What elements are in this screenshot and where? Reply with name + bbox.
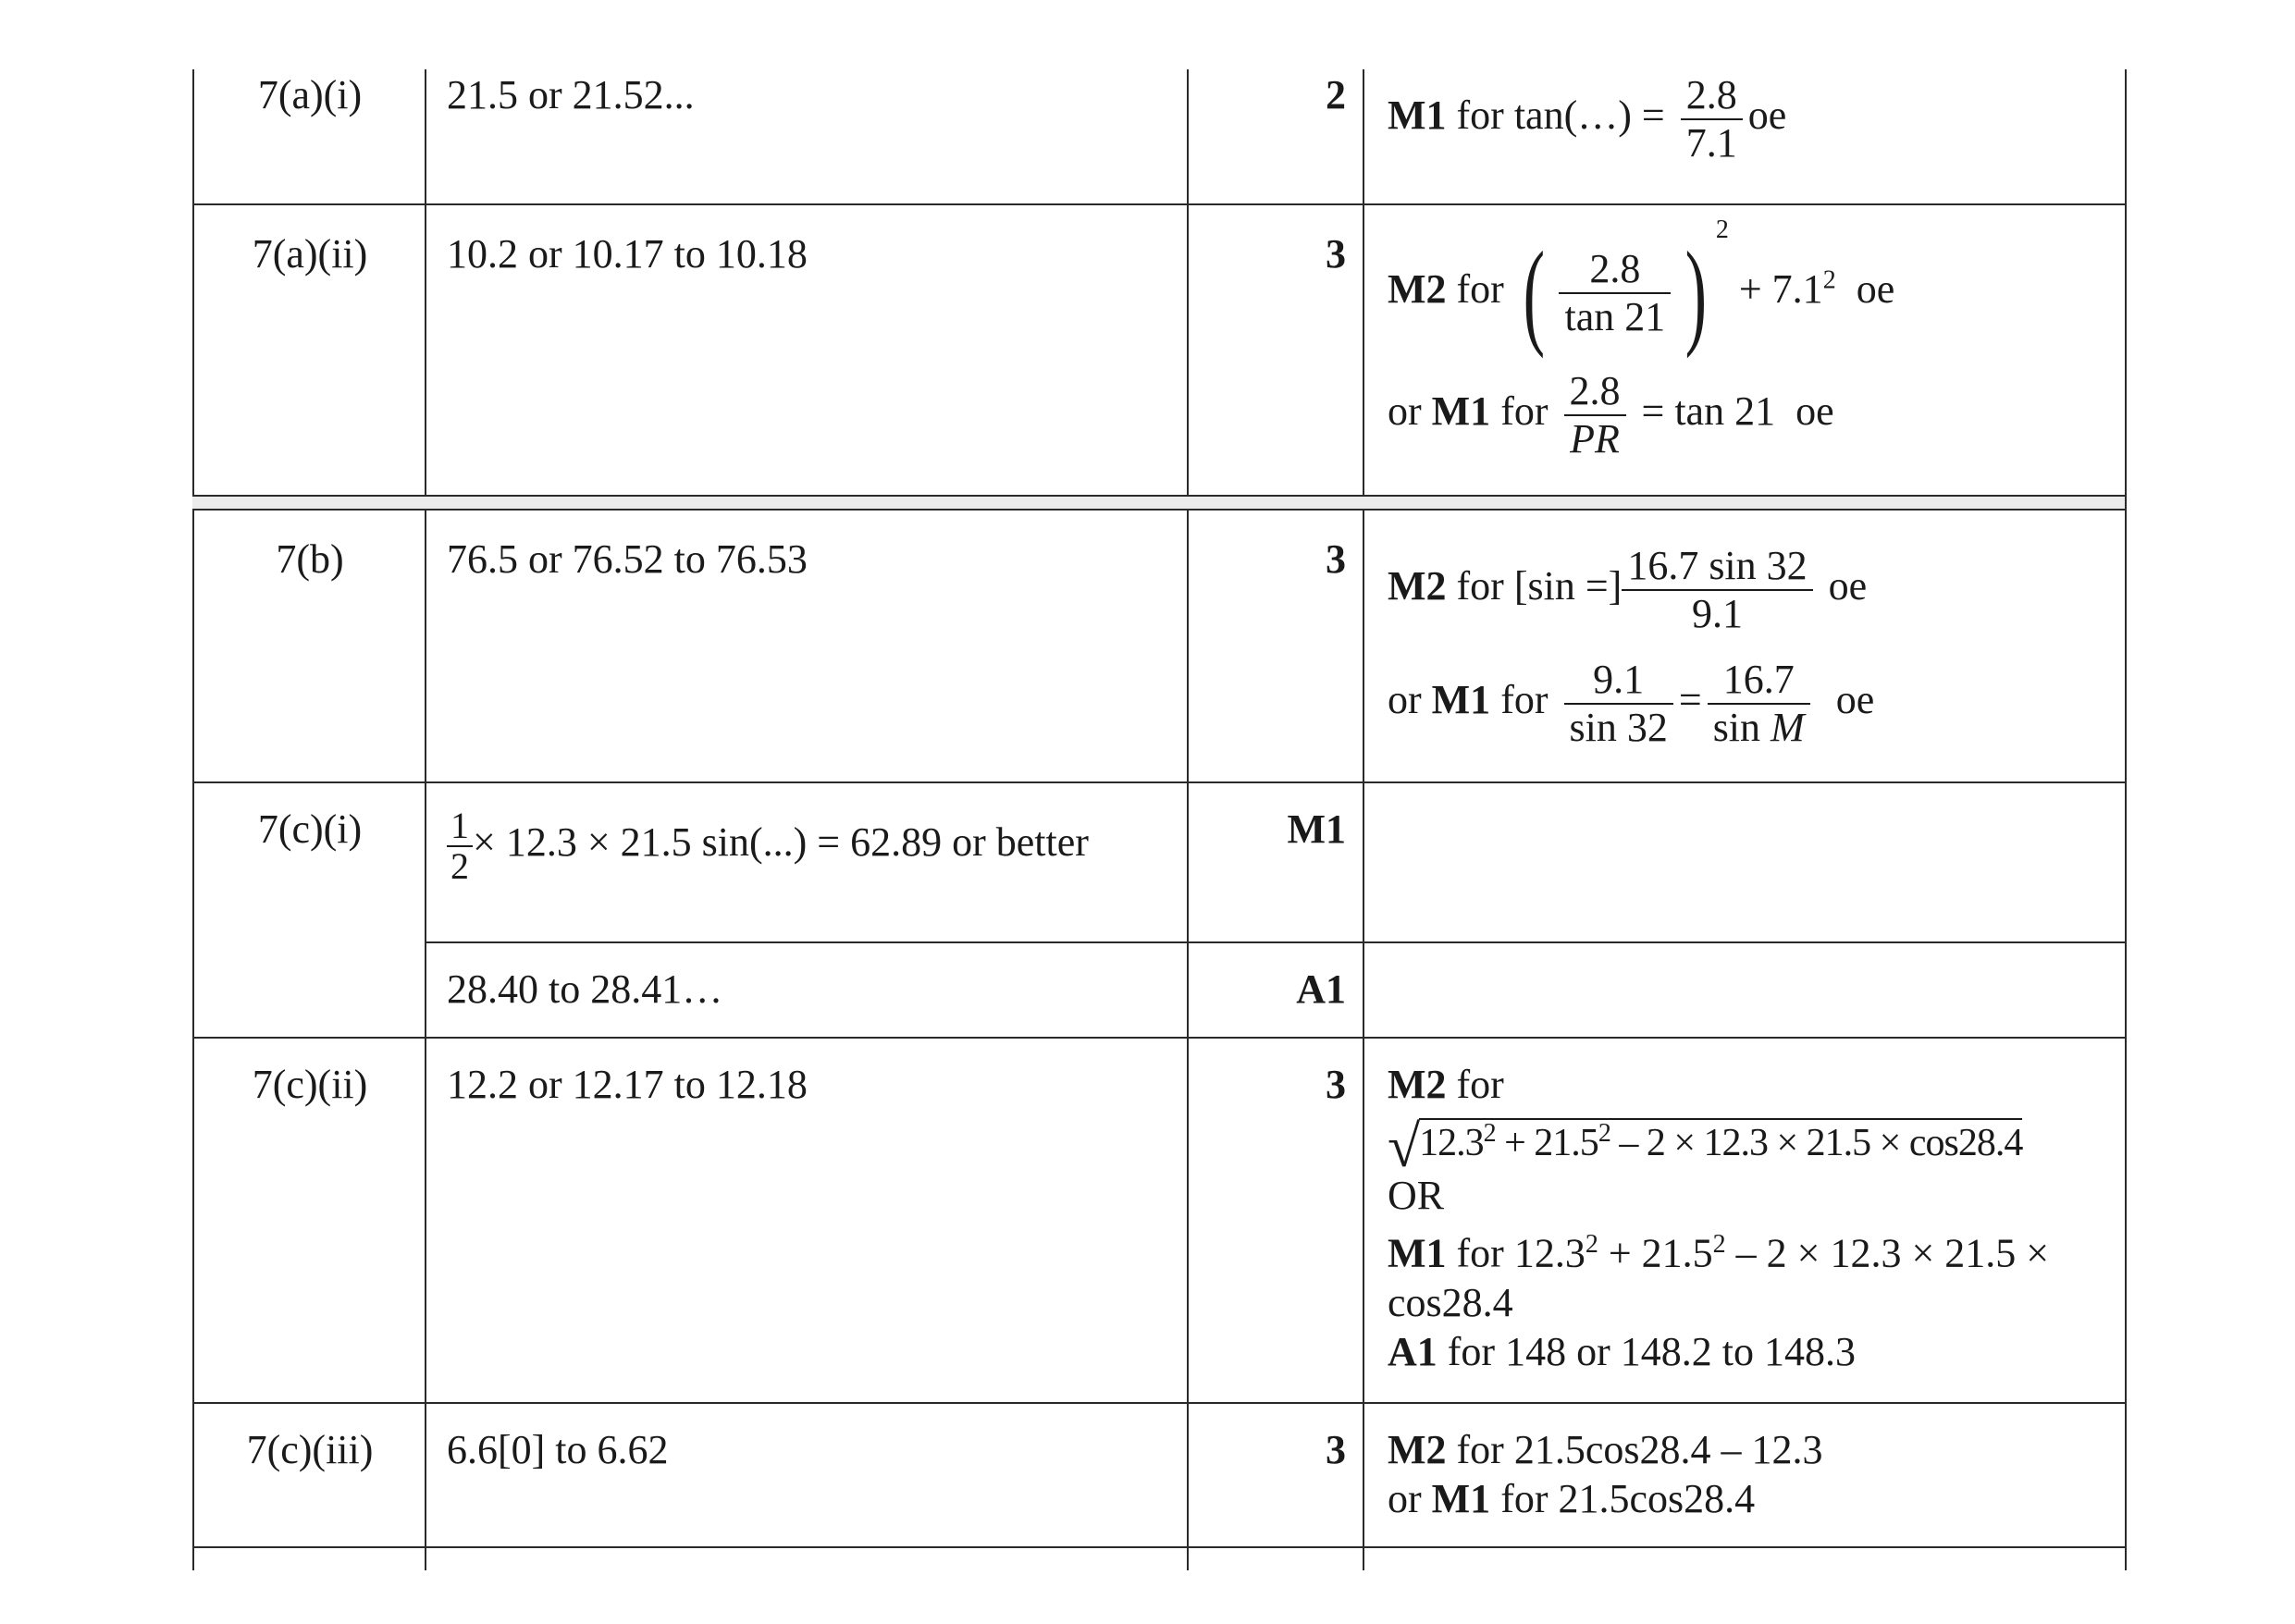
fraction-numerator: 16.7: [1722, 657, 1795, 702]
close-paren: ): [1684, 228, 1708, 359]
question-number: 7(b): [276, 536, 344, 582]
marks-value: M1: [1287, 806, 1346, 852]
guidance-phrase: cos28.4: [1388, 1279, 1513, 1325]
answer-text: 10.2 or 10.17 to 10.18: [447, 231, 808, 277]
fraction-denominator: sin 32: [1564, 703, 1673, 751]
exponent: 2: [1483, 1119, 1496, 1148]
fraction-denominator: tan 21: [1559, 292, 1671, 340]
fraction-numerator: 2.8: [1569, 368, 1621, 413]
guidance-text: [1388, 657, 1874, 751]
fraction: [1564, 368, 1626, 462]
guidance-suffix: oe: [1747, 92, 1787, 139]
guidance-phrase: for: [1500, 677, 1549, 723]
row-divider: [192, 1037, 2125, 1039]
sqrt-term: 12.3: [1419, 1122, 1484, 1164]
guidance-text: [1388, 215, 1895, 359]
guidance-suffix: oe: [1828, 563, 1868, 609]
guidance-phrase: for tan(…) =: [1456, 92, 1665, 139]
guidance-phrase: for 21.5cos28.4 – 12.3: [1456, 1427, 1823, 1472]
fraction-numerator: 9.1: [1593, 657, 1645, 702]
guidance-phrase: for 148 or 148.2 to 148.3: [1447, 1328, 1856, 1374]
fraction: [1564, 657, 1673, 751]
mark-label: M1: [1388, 1230, 1447, 1276]
open-paren: (: [1523, 228, 1545, 359]
question-number: 7(c)(i): [257, 806, 363, 852]
guidance-phrase: or: [1388, 1476, 1422, 1521]
row-divider: [192, 781, 2125, 783]
fraction-denominator: 2: [447, 845, 473, 886]
guidance-phrase: + 21.5: [1608, 1230, 1713, 1276]
answer-expression: × 12.3 × 21.5 sin(...) = 62.89 or better: [473, 819, 1089, 866]
guidance-text: [1388, 543, 1867, 637]
marks-value: 3: [1326, 231, 1346, 277]
guidance-suffix: oe: [1835, 677, 1875, 723]
guidance-text: [1388, 368, 1834, 462]
mark-label: A1: [1388, 1328, 1437, 1374]
fraction-numerator: 16.7 sin 32: [1627, 543, 1808, 588]
guidance-phrase: or: [1388, 677, 1422, 723]
fraction-denominator: PR: [1570, 416, 1620, 461]
row-separator-band: [192, 496, 2125, 509]
or-text: OR: [1388, 1172, 1445, 1218]
answer-text: 76.5 or 76.52 to 76.53: [447, 536, 808, 582]
exponent: 2: [1712, 1229, 1726, 1259]
exponent: 2: [1822, 265, 1836, 295]
guidance-phrase: for: [1456, 1062, 1504, 1107]
mark-label: M2: [1388, 266, 1447, 313]
fraction-numerator: 2.8: [1685, 72, 1737, 117]
mark-label: M1: [1431, 677, 1491, 723]
row-divider: [192, 495, 2125, 497]
row-divider-inner: [425, 941, 2125, 943]
guidance-phrase: for 12.3: [1456, 1230, 1586, 1276]
guidance-phrase: [sin =]: [1513, 563, 1623, 609]
fraction: [1681, 72, 1743, 166]
guidance-block: [1388, 1425, 1823, 1523]
guidance-suffix: oe: [1795, 388, 1834, 435]
exponent: 2: [1598, 1119, 1610, 1148]
row-divider: [192, 509, 2125, 511]
answer-text: [447, 806, 1089, 886]
mark-label: M2: [1388, 1062, 1447, 1107]
mark-label: M1: [1431, 388, 1491, 435]
guidance-phrase: = tan 21: [1641, 388, 1776, 435]
marks-value: 2: [1326, 72, 1346, 117]
sqrt-term: – 2 × 12.3 × 21.5 × cos28.4: [1619, 1122, 2023, 1164]
guidance-phrase: + 7.1: [1738, 266, 1823, 313]
sqrt-expression: [1388, 1109, 2049, 1179]
fraction: [447, 806, 473, 886]
answer-text: 12.2 or 12.17 to 12.18: [447, 1062, 808, 1107]
table-border-right: [2125, 69, 2127, 1570]
fraction-denominator: sin: [1712, 705, 1761, 750]
answer-text: 6.6[0] to 6.62: [447, 1427, 669, 1472]
marks-value: 3: [1326, 536, 1346, 582]
guidance-phrase: or: [1388, 388, 1422, 435]
guidance-phrase: for: [1456, 266, 1504, 313]
answer-text: 21.5 or 21.52...: [447, 72, 695, 117]
row-divider: [192, 1402, 2125, 1404]
guidance-text: [1388, 72, 1786, 166]
fraction-numerator: 2.8: [1589, 246, 1641, 291]
marks-value: 3: [1326, 1062, 1346, 1107]
guidance-suffix: oe: [1856, 266, 1895, 313]
exponent: 2: [1715, 215, 1729, 244]
equals-sign: =: [1678, 677, 1702, 723]
answer-text: 28.40 to 28.41…: [447, 966, 723, 1012]
fraction-denominator: 9.1: [1622, 589, 1812, 637]
guidance-phrase: for 21.5cos28.4: [1500, 1476, 1756, 1521]
fraction-numerator: 1: [450, 805, 469, 846]
guidance-block: [1388, 1060, 2049, 1376]
sqrt-term: + 21.5: [1504, 1122, 1598, 1164]
question-number: 7(a)(i): [257, 72, 363, 117]
marks-value: A1: [1296, 966, 1346, 1012]
question-number: 7(c)(ii): [252, 1062, 368, 1107]
marks-value: 3: [1326, 1427, 1346, 1472]
mark-label: M1: [1431, 1476, 1491, 1521]
mark-label: M2: [1388, 563, 1447, 609]
guidance-phrase: for: [1456, 563, 1504, 609]
column-divider-marks: [1363, 69, 1364, 1570]
mark-label: M2: [1388, 1427, 1447, 1472]
row-divider: [192, 203, 2125, 205]
exponent: 2: [1585, 1229, 1598, 1259]
fraction: [1708, 657, 1810, 751]
guidance-phrase: for: [1500, 388, 1549, 435]
mark-label: M1: [1388, 92, 1447, 139]
fraction: [1622, 543, 1812, 637]
guidance-phrase: – 2 × 12.3 × 21.5 ×: [1735, 1230, 2050, 1276]
fraction-denominator: 7.1: [1681, 118, 1743, 166]
question-number: 7(c)(iii): [246, 1427, 374, 1472]
row-divider: [192, 1546, 2125, 1548]
fraction: [1559, 246, 1671, 340]
question-number: 7(a)(ii): [252, 231, 368, 277]
sqrt-icon: √: [1388, 1113, 1420, 1179]
fraction-denominator-variable: M: [1771, 705, 1805, 750]
